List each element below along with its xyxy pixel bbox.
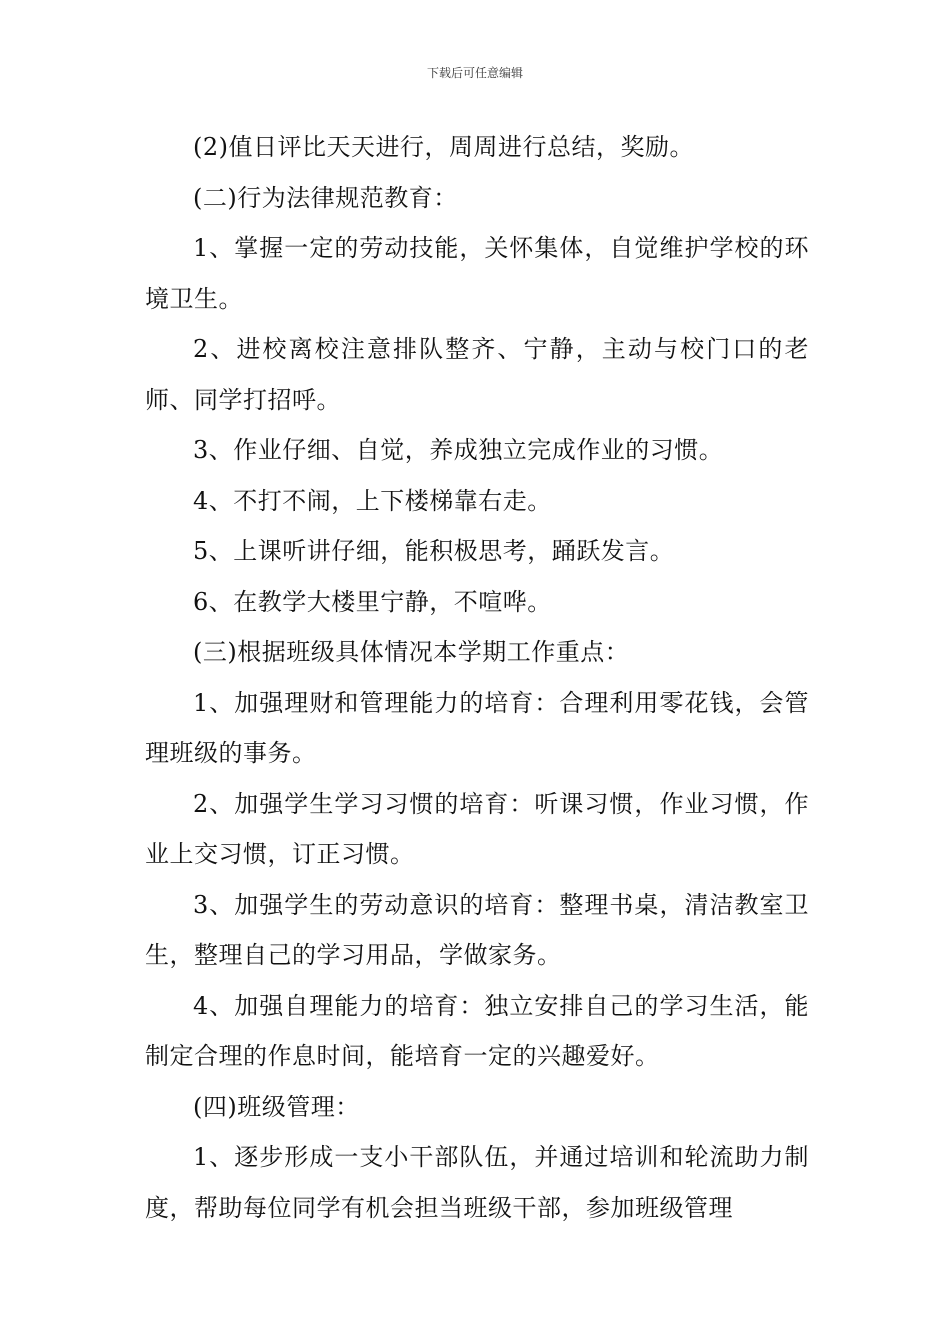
paragraph-quiet-building: 6、在教学大楼里宁静，不喧哗。 [193, 587, 552, 616]
paragraph-student-cadres: 1、逐步形成一支小干部队伍，并通过培训和轮流助力制度，帮助每位同学有机会担当班级干部，参加班级管理 [145, 1143, 809, 1222]
paragraph-self-care: 4、加强自理能力的培育：独立安排自己的学习生活，能制定合理的作息时间，能培育一定的兴趣爱好。 [145, 991, 809, 1070]
paragraph-labor-skills: 1、掌握一定的劳动技能，关怀集体，自觉维护学校的环境卫生。 [145, 234, 809, 313]
paragraph-money-management: 1、加强理财和管理能力的培育：合理利用零花钱，会管理班级的事务。 [145, 688, 809, 767]
section-heading-class-management: (四)班级管理： [193, 1092, 360, 1121]
paragraph-homework-habits: 3、作业仔细、自觉，养成独立完成作业的习惯。 [193, 436, 724, 464]
page-header: 下载后可任意编辑 [426, 66, 523, 80]
paragraph-stairs: 4、不打不闹，上下楼梯靠右走。 [193, 486, 552, 515]
section-heading-semester-focus: (三)根据班级具体情况本学期工作重点： [193, 638, 630, 666]
document-body [145, 122, 809, 1233]
paragraph-school-entry: 2、进校离校注意排队整齐、宁静，主动与校门口的老师、同学打招呼。 [145, 335, 809, 414]
paragraph-class-listening: 5、上课听讲仔细，能积极思考，踊跃发言。 [193, 537, 675, 565]
paragraph-duty-evaluation: (2)值日评比天天进行，周周进行总结，奖励。 [193, 133, 694, 161]
paragraph-labor-awareness: 3、加强学生的劳动意识的培育：整理书桌，清洁教室卫生，整理自己的学习用品，学做家务。 [145, 890, 809, 969]
section-heading-behavior-education: (二)行为法律规范教育： [193, 183, 458, 212]
paragraph-study-habits: 2、加强学生学习习惯的培育：听课习惯，作业习惯，作业上交习惯，订正习惯。 [145, 789, 809, 868]
